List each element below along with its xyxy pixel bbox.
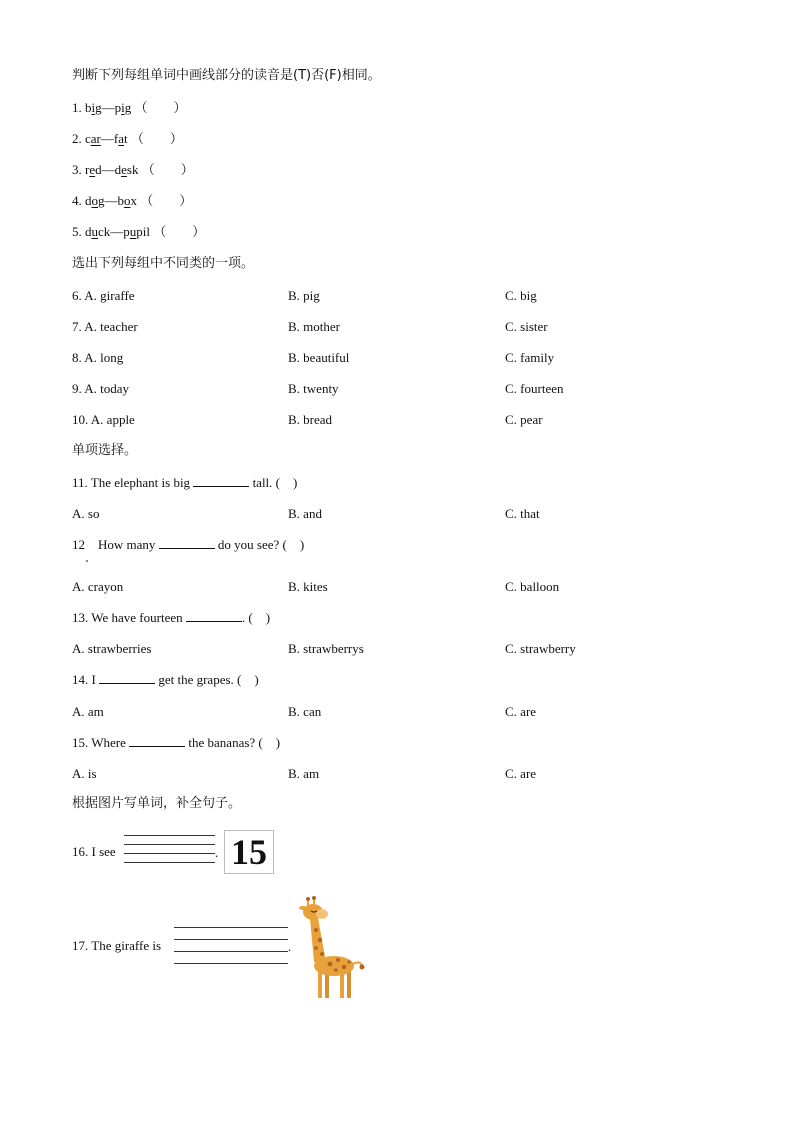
answer-blank[interactable]	[159, 537, 215, 549]
section2-heading: 选出下列每组中不同类的一项。	[72, 256, 255, 271]
answer-paren[interactable]: （ ）	[153, 224, 206, 239]
option-b[interactable]: B. kites	[288, 579, 328, 594]
option-b[interactable]: B. am	[288, 766, 320, 781]
option-b[interactable]: B. mother	[288, 319, 340, 334]
question-14: 14. I get the grapes. ( )	[72, 672, 259, 687]
question-2: 2. car—fat （ ）	[72, 131, 183, 146]
option-a[interactable]: A. am	[72, 704, 104, 719]
answer-paren[interactable]: （ ）	[134, 100, 187, 115]
option-c[interactable]: C. are	[505, 766, 537, 781]
option-b[interactable]: B. pig	[288, 288, 320, 303]
writing-lines-16[interactable]	[124, 827, 215, 863]
option-b[interactable]: B. beautiful	[288, 350, 350, 365]
number-15: 15	[231, 832, 267, 872]
answer-blank[interactable]	[186, 610, 242, 622]
number-picture	[224, 830, 274, 874]
option-c[interactable]: C. fourteen	[505, 381, 564, 396]
option-c[interactable]: C. that	[505, 506, 540, 521]
option-c[interactable]: C. are	[505, 704, 537, 719]
answer-paren[interactable]: （ ）	[141, 162, 194, 177]
option-b[interactable]: B. twenty	[288, 381, 339, 396]
section4-heading: 根据图片写单词，补全句子。	[72, 796, 242, 811]
answer-blank[interactable]	[99, 672, 155, 684]
option-a[interactable]: A. is	[72, 766, 97, 781]
option-a[interactable]: 6. A. giraffe	[72, 288, 135, 303]
option-b[interactable]: B. and	[288, 506, 322, 521]
question-17-text: 17. The giraffe is	[72, 938, 162, 953]
option-a[interactable]: A. so	[72, 506, 100, 521]
option-c[interactable]: C. sister	[505, 319, 548, 334]
answer-blank[interactable]	[129, 735, 185, 747]
option-a[interactable]: A. strawberries	[72, 641, 152, 656]
answer-blank[interactable]	[193, 475, 249, 487]
question-1: 1. big—pig （ ）	[72, 100, 187, 115]
option-b[interactable]: B. bread	[288, 412, 333, 427]
option-a[interactable]: A. crayon	[72, 579, 124, 594]
option-c[interactable]: C. balloon	[505, 579, 560, 594]
option-c[interactable]: C. strawberry	[505, 641, 576, 656]
stray-dot	[86, 560, 88, 562]
question-11: 11. The elephant is big tall. ( )	[72, 475, 298, 490]
giraffe-illustration	[299, 896, 365, 998]
writing-lines-17[interactable]	[174, 918, 288, 964]
answer-paren[interactable]: （ ）	[130, 131, 183, 146]
question-16-text: 16. I see	[72, 844, 116, 859]
option-c[interactable]: C. big	[505, 288, 537, 303]
question-4: 4. dog—box （ ）	[72, 193, 193, 208]
option-a[interactable]: 10. A. apple	[72, 412, 135, 427]
answer-paren[interactable]: （ ）	[140, 193, 193, 208]
option-b[interactable]: B. can	[288, 704, 322, 719]
question-12: 12 How many do you see? ( )	[72, 537, 305, 552]
period: .	[215, 845, 219, 860]
option-a[interactable]: 9. A. today	[72, 381, 130, 396]
option-a[interactable]: 8. A. long	[72, 350, 124, 365]
question-3: 3. red—desk （ ）	[72, 162, 194, 177]
option-b[interactable]: B. strawberrys	[288, 641, 364, 656]
section3-heading: 单项选择。	[72, 443, 138, 458]
option-a[interactable]: 7. A. teacher	[72, 319, 138, 334]
question-15: 15. Where the bananas? ( )	[72, 735, 281, 750]
question-13: 13. We have fourteen . ( )	[72, 610, 271, 625]
option-c[interactable]: C. family	[505, 350, 555, 365]
period: .	[288, 939, 292, 954]
section1-heading: 判断下列每组单词中画线部分的读音是(T)否(F)相同。	[72, 68, 381, 83]
question-5: 5. duck—pupil （ ）	[72, 224, 206, 239]
giraffe-picture	[296, 896, 368, 1000]
option-c[interactable]: C. pear	[505, 412, 543, 427]
